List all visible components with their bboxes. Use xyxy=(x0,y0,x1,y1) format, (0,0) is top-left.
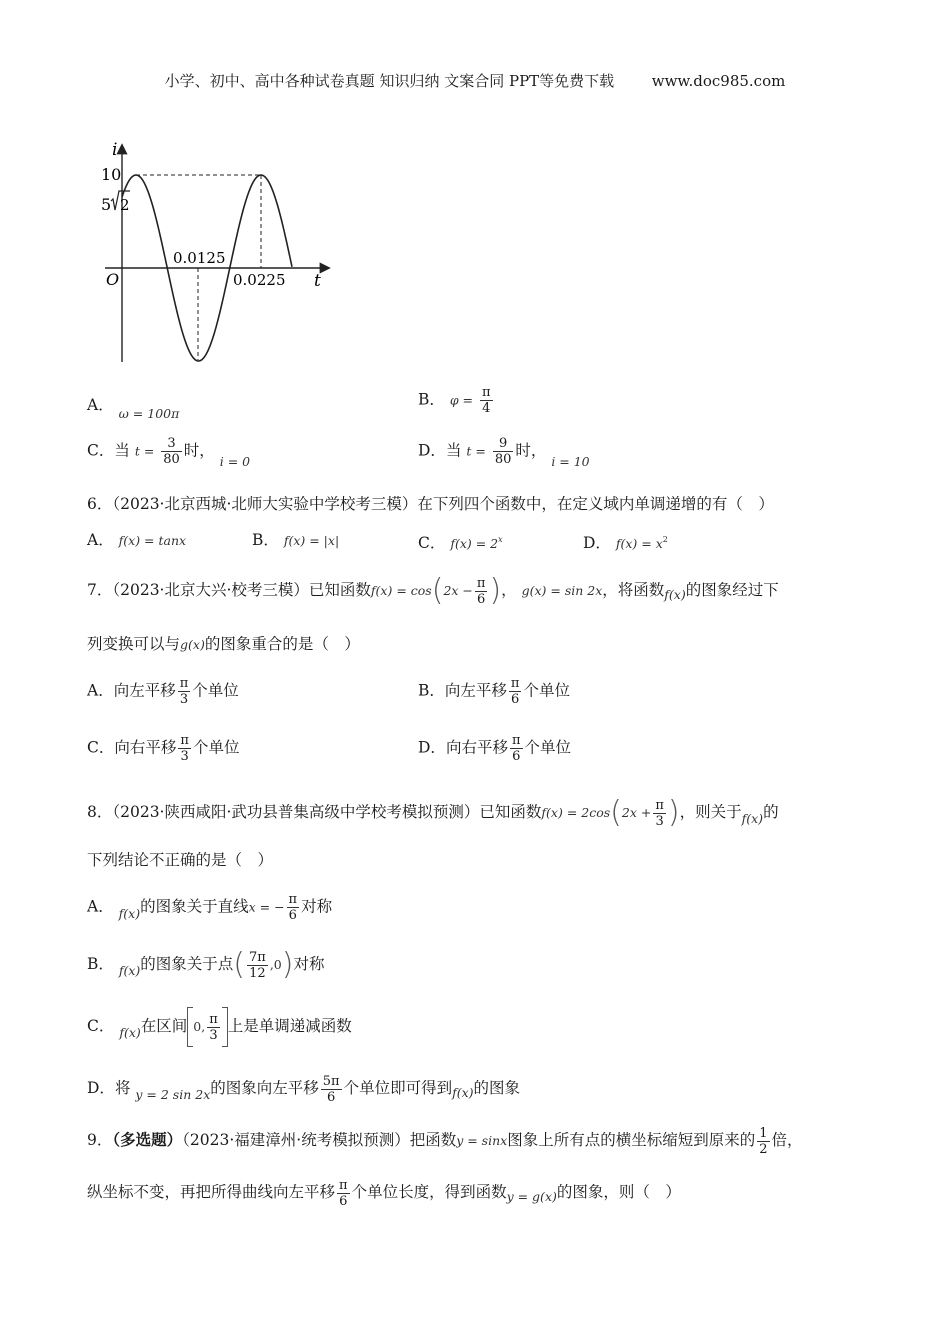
option-label: B． xyxy=(418,390,445,409)
q8-f-ref: f(x) xyxy=(741,811,764,826)
q8-a-frac: $\frac{\pi}{6}$ xyxy=(288,892,298,923)
q6-d-sup: 2 xyxy=(662,535,668,544)
option-text: 向左平移 xyxy=(444,681,507,700)
q7-stem1: 7．（2023·北京大兴·校考三模）已知函数 xyxy=(87,581,371,599)
option-label: C． xyxy=(87,441,115,460)
q9-stem3: 倍， xyxy=(771,1131,803,1149)
q8-b-t1: 的图象关于点 xyxy=(140,955,234,973)
left-paren: ( xyxy=(233,947,245,982)
option-text: 向右平移 xyxy=(445,738,508,757)
q9-stem2: 图象上所有点的横坐标缩短到原来的 xyxy=(507,1131,756,1149)
q7-a-frac: $\frac{\pi}{3}$ xyxy=(179,676,189,707)
q9-num: 9． xyxy=(87,1131,113,1149)
q6-option-c[interactable] xyxy=(418,530,503,554)
q8-f-frac: $\frac{\pi}{3}$ xyxy=(655,797,664,829)
t-axis-label: t xyxy=(314,271,321,291)
q7-f-frac: $\frac{\pi}{6}$ xyxy=(476,575,486,607)
q7-option-c[interactable] xyxy=(87,733,239,764)
t1-label: 0.0125 xyxy=(173,249,226,267)
option-label: C． xyxy=(418,534,446,553)
q8-option-a[interactable] xyxy=(87,892,332,923)
q9-stem1: （2023·福建漳州·统考模拟预测）把函数 xyxy=(182,1131,457,1149)
option-unit: 个单位 xyxy=(192,738,240,757)
q6-option-a[interactable] xyxy=(87,530,186,551)
q7-g-expr: g(x) = sin 2x xyxy=(521,583,603,598)
q6-d-expr: f(x) = x xyxy=(615,536,663,552)
q7-g-ref: g(x) xyxy=(180,637,205,652)
q7-c-frac: $\frac{\pi}{3}$ xyxy=(180,733,189,764)
left-paren: ( xyxy=(431,573,444,608)
q6-b-expr: f(x) = |x| xyxy=(283,533,340,548)
q8-f-lhs: f(x) = 2cos xyxy=(541,805,611,820)
origin-label: O xyxy=(106,270,120,289)
page-header xyxy=(0,70,950,91)
q8-option-b[interactable] xyxy=(87,944,325,985)
q9-stem-line1 xyxy=(87,1120,803,1161)
q5-b-lhs: φ = xyxy=(449,392,474,408)
q5-c-res: i = 0 xyxy=(219,453,251,469)
q5-d-t: t = xyxy=(466,443,486,459)
option-label: D． xyxy=(418,738,446,757)
q8-c-t1: 在区间 xyxy=(140,1017,188,1035)
q8-d-y: y = 2 sin 2x xyxy=(135,1087,211,1102)
option-label: C． xyxy=(87,1017,115,1035)
q8-c-frac: $\frac{\pi}{3}$ xyxy=(209,1011,218,1043)
q7-comma: ， xyxy=(501,581,517,599)
right-paren: ) xyxy=(489,573,502,608)
q5-b-frac: $\frac{\pi}{4}$ xyxy=(481,385,491,416)
option-label: A． xyxy=(87,897,114,916)
q8-d-t1: 的图象向左平移 xyxy=(210,1079,319,1097)
q9-line2c: 的图象，则（ ） xyxy=(556,1183,681,1201)
q5-d-res: i = 10 xyxy=(551,453,590,469)
q8-b-frac: $\frac{7\pi}{12}$ xyxy=(249,949,266,981)
option-label: A． xyxy=(87,681,114,700)
q6-stem: 6．（2023·北京西城·北师大实验中学校考三模）在下列四个函数中，在定义域内单调递增的有（ ） xyxy=(87,495,774,513)
q8-stem1: 8．（2023·陕西咸阳·武功县普集高级中学校考模拟预测）已知函数 xyxy=(87,803,542,821)
q6-option-b[interactable] xyxy=(252,530,339,551)
option-unit: 个单位 xyxy=(524,738,572,757)
q7-option-d[interactable] xyxy=(418,733,571,764)
q8-a-x: x = − xyxy=(248,899,285,915)
q6-c-sup: x xyxy=(498,535,503,544)
q5-option-a[interactable] xyxy=(87,395,180,421)
q7-b-frac: $\frac{\pi}{6}$ xyxy=(510,676,520,707)
q6-option-d[interactable] xyxy=(583,530,668,554)
q8-b-t2: 对称 xyxy=(293,955,325,973)
q7-option-b[interactable] xyxy=(418,676,570,707)
q8-d-t2: 个单位即可得到 xyxy=(343,1079,453,1097)
q8-c-f: f(x) xyxy=(119,1025,141,1040)
q8-option-c[interactable] xyxy=(87,1006,352,1047)
q9-multi-tag: （多选题） xyxy=(112,1130,183,1149)
q8-d-t3: 的图象 xyxy=(473,1079,521,1097)
q7-line2b: 的图象重合的是（ ） xyxy=(204,635,360,653)
q8-stem3: 的 xyxy=(763,803,779,821)
q5-c-shi: 时， xyxy=(183,441,215,460)
q7-line2a: 列变换可以与 xyxy=(87,635,181,653)
q9-line2a: 纵坐标不变，再把所得曲线向左平移 xyxy=(87,1183,336,1201)
i-axis-label: i xyxy=(112,140,118,160)
q5-d-when: 当 xyxy=(445,441,462,460)
q5-c-t: t = xyxy=(134,443,155,459)
q8-b-zero: ,0 xyxy=(269,957,282,972)
option-label: B． xyxy=(418,681,445,700)
q8-b-f: f(x) xyxy=(118,963,141,978)
q9-y-expr: y = sinx xyxy=(456,1133,508,1148)
y-mark-coef: 5 xyxy=(101,195,112,214)
option-unit: 个单位 xyxy=(523,681,570,700)
t2-label: 0.0225 xyxy=(233,271,286,289)
q5-d-shi: 时， xyxy=(515,441,547,460)
right-paren: ) xyxy=(667,795,680,830)
q7-stem3: 的图象经过下 xyxy=(685,581,779,599)
right-paren: ) xyxy=(281,947,294,982)
q8-stem-line1 xyxy=(87,792,779,833)
q7-option-a[interactable] xyxy=(87,676,239,707)
option-text: 向左平移 xyxy=(113,681,176,700)
q8-a-t1: 的图象关于直线 xyxy=(140,897,249,916)
q8-f-in: 2x + xyxy=(621,805,652,820)
q5-option-c[interactable] xyxy=(87,436,250,467)
q5-option-d[interactable] xyxy=(418,436,590,467)
q5-c-frac: $\frac{3}{80}$ xyxy=(163,436,180,467)
q5-a-expr: ω = 100π xyxy=(118,406,180,421)
y-mark-root: 2 xyxy=(120,196,130,214)
q5-option-b[interactable] xyxy=(418,385,495,416)
q8-d-t0: 将 xyxy=(114,1079,131,1097)
q9-line2b: 个单位长度，得到函数 xyxy=(351,1183,507,1201)
option-label: A． xyxy=(87,531,114,549)
q8-a-f: f(x) xyxy=(118,905,141,921)
q8-option-d[interactable] xyxy=(87,1068,520,1109)
q7-stem2: ，将函数 xyxy=(602,581,665,599)
header-url[interactable]: www.doc985.com xyxy=(651,72,786,90)
q8-stem2: ，则关于 xyxy=(679,803,742,821)
q7-stem-line2 xyxy=(87,634,360,655)
option-label: D． xyxy=(87,1079,115,1097)
q8-a-t2: 对称 xyxy=(301,897,333,916)
left-paren: ( xyxy=(610,795,622,830)
option-label: D． xyxy=(418,441,446,460)
q9-stem-line2 xyxy=(87,1172,681,1213)
option-text: 向右平移 xyxy=(114,738,177,757)
option-label: A． xyxy=(87,396,114,414)
y-max-label: 10 xyxy=(101,165,122,184)
q7-f-ref: f(x) xyxy=(664,587,686,602)
option-unit: 个单位 xyxy=(192,681,239,700)
option-label: D． xyxy=(583,534,611,553)
option-label: B． xyxy=(252,531,279,549)
q8-stem-line2: 下列结论不正确的是（ ） xyxy=(87,851,274,869)
q5-c-when: 当 xyxy=(114,441,130,460)
current-graph xyxy=(100,140,340,370)
q7-f-in: 2x − xyxy=(443,583,473,598)
q9-shift-frac: $\frac{\pi}{6}$ xyxy=(339,1177,348,1209)
q6-a-expr: f(x) = tanx xyxy=(118,533,187,548)
q9-half-frac: $\frac{1}{2}$ xyxy=(759,1125,768,1157)
q6-c-expr: f(x) = 2 xyxy=(450,536,499,552)
q9-g-expr: y = g(x) xyxy=(506,1189,557,1204)
q7-stem-line1 xyxy=(87,570,779,611)
q8-d-frac: $\frac{5\pi}{6}$ xyxy=(322,1073,340,1105)
option-label: B． xyxy=(87,955,114,973)
q5-d-frac: $\frac{9}{80}$ xyxy=(494,436,512,467)
q7-f-lhs: f(x) = cos xyxy=(370,583,432,598)
q7-d-frac: $\frac{\pi}{6}$ xyxy=(511,733,521,764)
q8-c-t2: 上是单调递减函数 xyxy=(227,1017,352,1035)
q8-d-f: f(x) xyxy=(452,1085,474,1100)
option-label: C． xyxy=(87,738,115,757)
header-text: 小学、初中、高中各种试卷真题 知识归纳 文案合同 PPT等免费下载 xyxy=(164,72,615,90)
q8-c-zero: 0, xyxy=(193,1019,206,1034)
